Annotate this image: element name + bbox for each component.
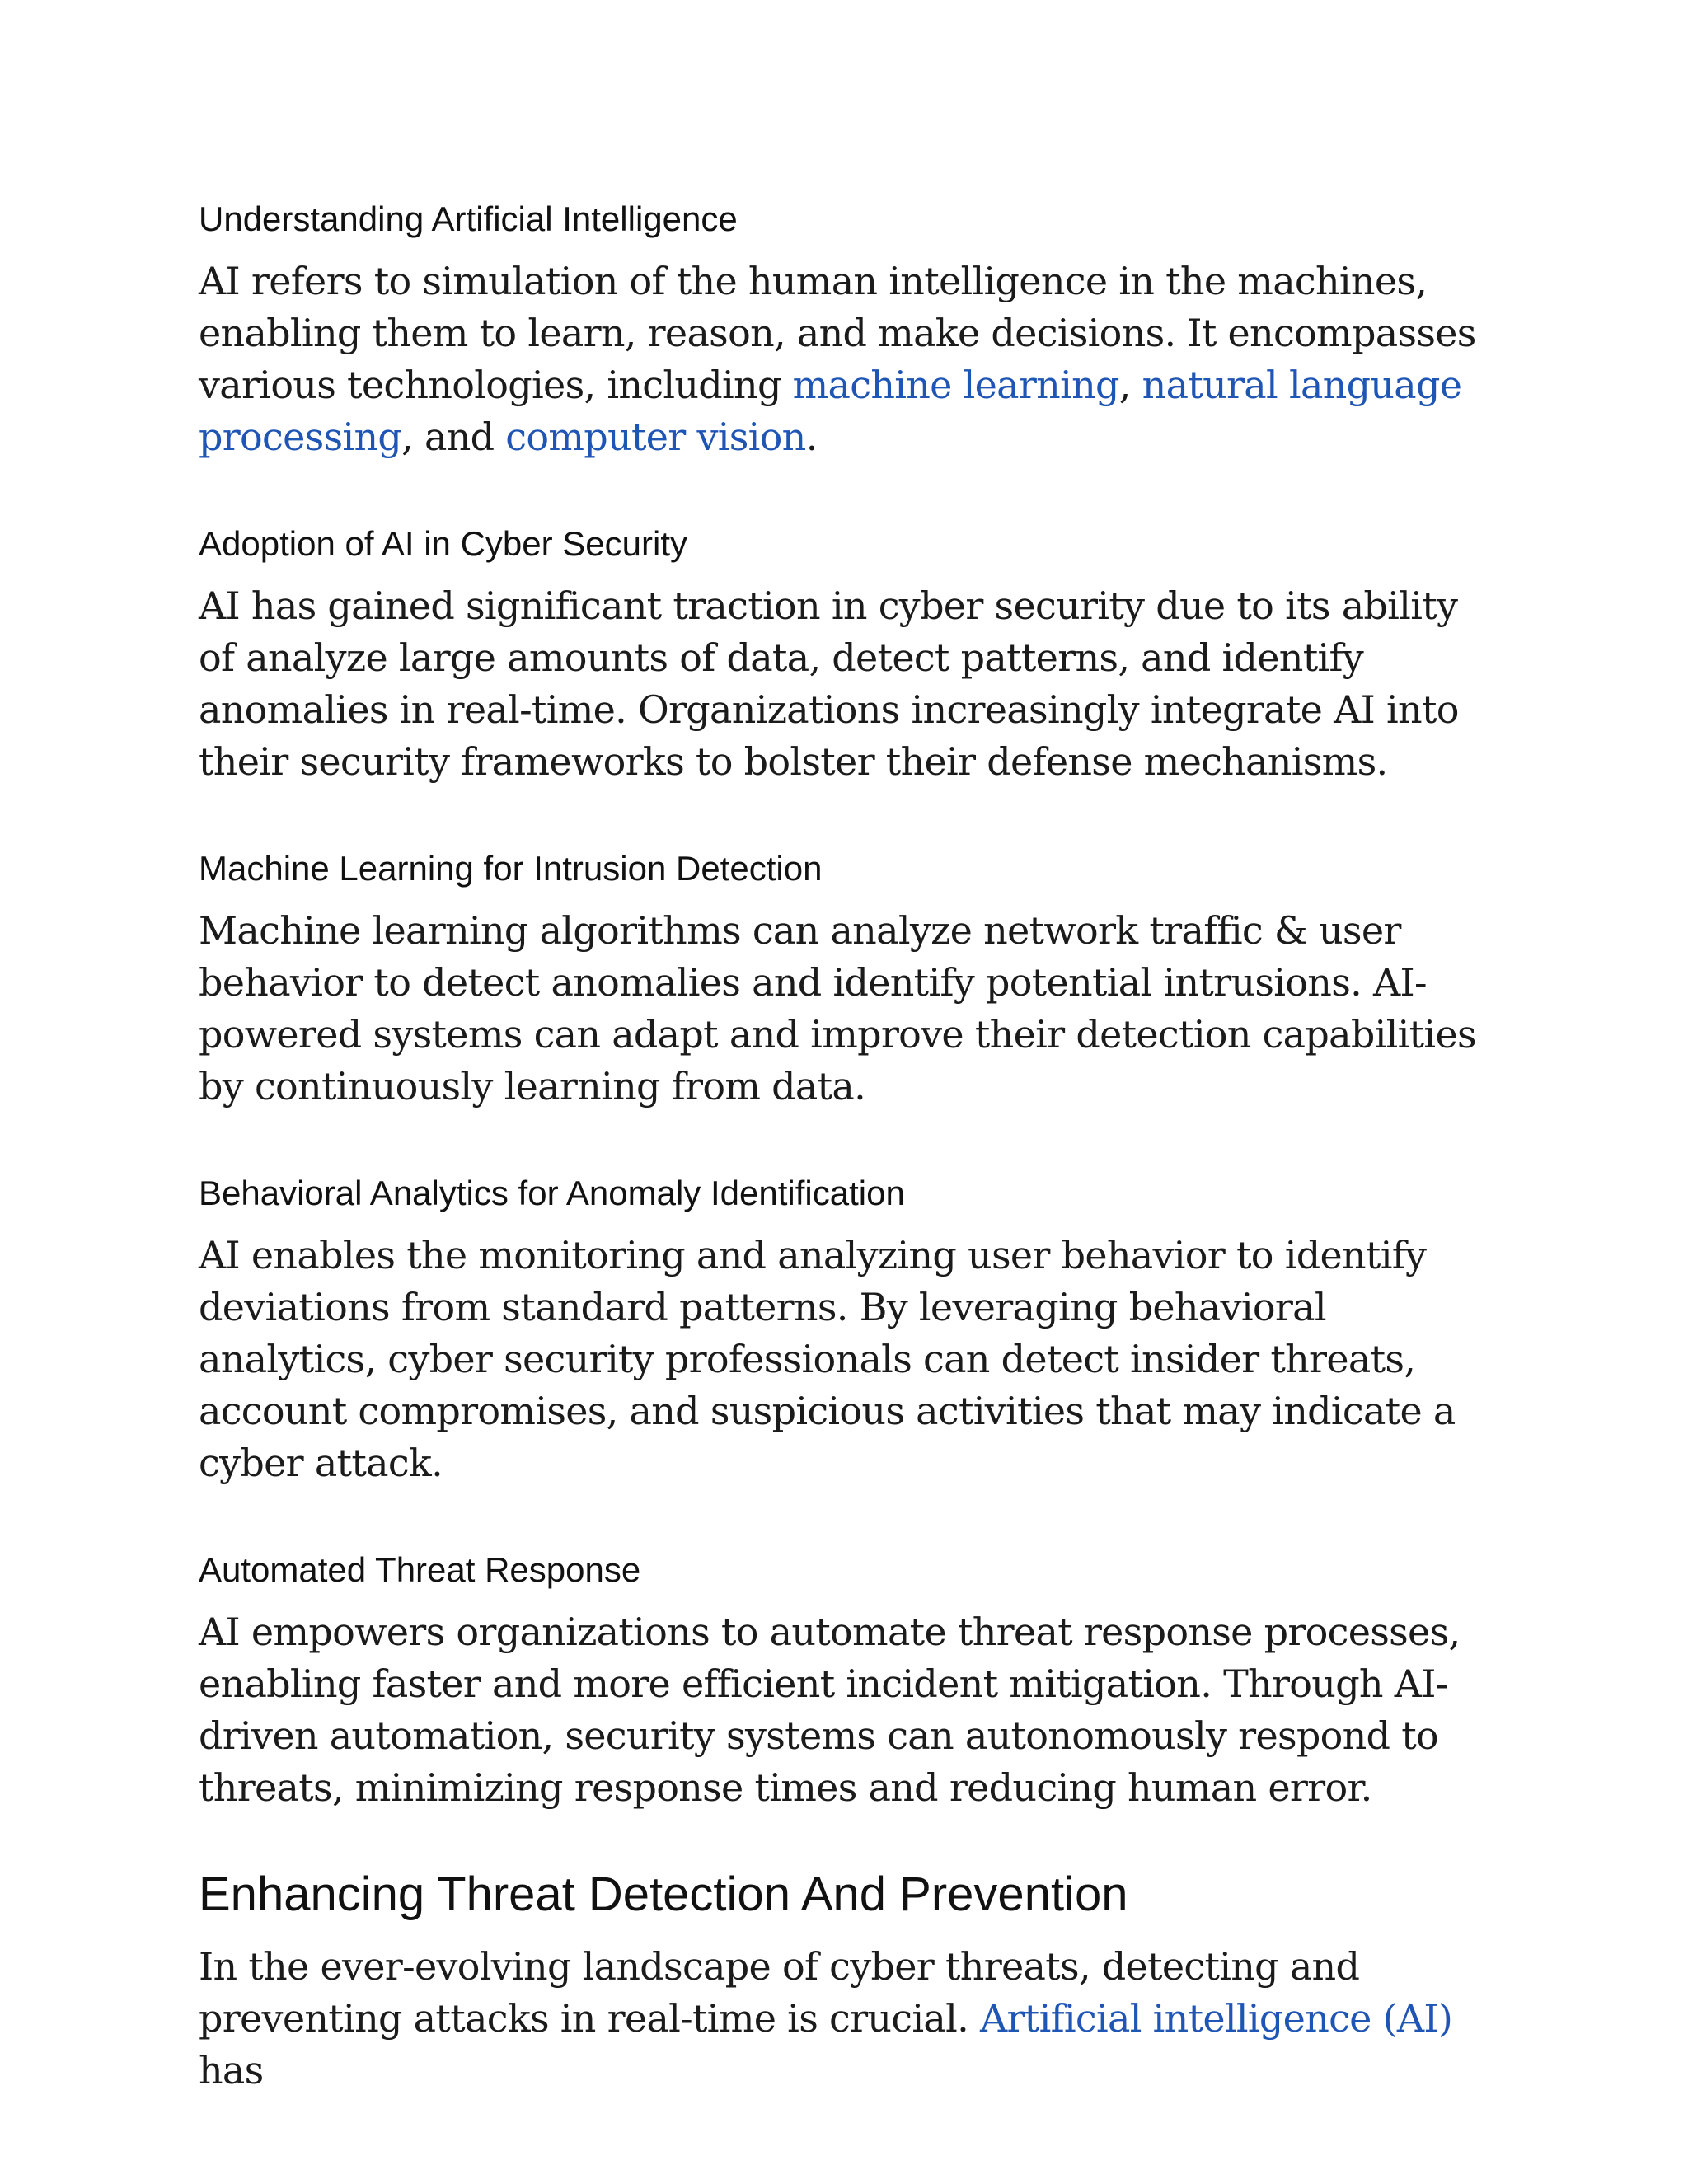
section-spacer xyxy=(199,1113,1501,1170)
document-content xyxy=(199,196,1501,2097)
section-paragraph: Machine learning algorithms can analyze network traffic & user behavior to detect anomalies and identify potential intrusions. AI-powered systems can adapt and improve their detection capabilities by continuously learning from data. xyxy=(199,908,1476,1108)
section-ml-intrusion xyxy=(199,846,1501,1113)
section-heading: Machine Learning for Intrusion Detection xyxy=(199,849,823,888)
section-behavioral-analytics xyxy=(199,1170,1501,1489)
section-paragraph xyxy=(199,255,1501,463)
section-paragraph: AI enables the monitoring and analyzing user behavior to identify deviations from standard patterns. By leveraging behavioral analytics, cyber security professionals can detect insider threats, account compromises, and suspicious activities that may indicate a cyber attack. xyxy=(199,1233,1456,1485)
paragraph-text: has xyxy=(199,2048,264,2093)
section-spacer xyxy=(199,1489,1501,1547)
section-paragraph xyxy=(199,1941,1501,2097)
section-threat-detection xyxy=(199,1865,1501,2097)
link-artificial-intelligence[interactable]: Artificial intelligence (AI) xyxy=(979,1996,1453,2041)
link-natural-language-processing[interactable]: natural language processing xyxy=(199,363,1462,459)
section-spacer xyxy=(199,788,1501,846)
paragraph-text: In the ever-evolving landscape of cyber threats, detecting and preventing attacks in real-time is crucial. xyxy=(199,1944,1360,2041)
section-understanding-ai xyxy=(199,196,1501,463)
section-spacer xyxy=(199,463,1501,521)
section-automated-response xyxy=(199,1547,1501,1814)
link-computer-vision[interactable]: computer vision xyxy=(505,415,806,459)
section-paragraph: AI has gained significant traction in cyber security due to its ability of analyze large amounts of data, detect patterns, and identify anomalies in real-time. Organizations increasingly integrate AI into their security frameworks to bolster their defense mechanisms. xyxy=(199,583,1459,784)
paragraph-text: AI refers to simulation of the human intelligence in the machines, enabling them to learn, reason, and make decisions. It encompasses various technologies, including xyxy=(199,259,1476,407)
section-heading: Understanding Artificial Intelligence xyxy=(199,199,738,238)
section-spacer xyxy=(199,1814,1501,1865)
section-heading: Adoption of AI in Cyber Security xyxy=(199,524,687,563)
paragraph-separator: , xyxy=(1118,363,1142,407)
section-adoption-ai xyxy=(199,521,1501,788)
paragraph-end: . xyxy=(805,415,818,459)
section-heading: Automated Threat Response xyxy=(199,1550,641,1589)
paragraph-separator: , and xyxy=(401,415,506,459)
link-machine-learning[interactable]: machine learning xyxy=(792,363,1119,407)
section-heading: Behavioral Analytics for Anomaly Identification xyxy=(199,1174,905,1212)
main-heading: Enhancing Threat Detection And Prevention xyxy=(199,1868,1128,1921)
section-paragraph: AI empowers organizations to automate threat response processes, enabling faster and more efficient incident mitigation. Through AI-driven automation, security systems can autonomously respond to threats, minimizing response times and reducing human error. xyxy=(199,1610,1461,1810)
